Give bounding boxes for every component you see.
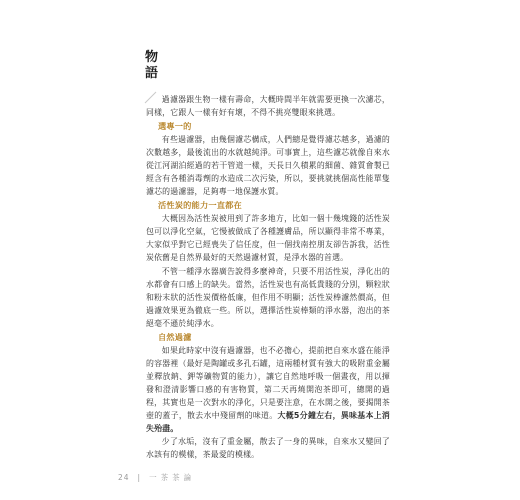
footer-separator: | [137, 473, 142, 482]
section-heading-3: 自然過濾 [158, 331, 192, 342]
section-3-emphasis: 大概5分鐘左右，異味基本上消失殆盡。 [146, 410, 390, 434]
section-1-paragraph: 有些過濾器，由幾個濾芯構成，人們總是覺得濾芯越多，過濾的次數越多，最後流出的水就越純淨。可事實上，這些濾芯就像自來水從江河湖泊經過的若干管道一樣，天長日久積累的細菌、雜質會製已經含有各種消毒劑的水造成二次污染，所以，要挑就挑個高性能單隻濾芯的過濾器，足夠專一地保護水質。 [146, 135, 390, 197]
page-title: 物語 [145, 50, 159, 81]
section-3-paragraph-1-text: 如果此時家中沒有過濾器，也不必擔心，提前把自來水盛在能淨的容器裡（最好是陶罐或多孔石罐，這兩種材質有強大的吸附重金屬並釋放鈉、鉀等礦物質的能力），讓它自然地呼吸一個晝夜，用以揮發和澄清影響口感的有害物質，第二天再燒開泡茶即可，總開的過程，其實也是一次對水的淨化，只是要注意，在水開之後，要揭開茶壺的蓋子，散去水中殘留劑的味道。 [146, 345, 390, 420]
page-footer [118, 472, 195, 483]
section-heading-1: 選專一的 [158, 121, 192, 132]
page-number: 24 [118, 473, 130, 482]
section-heading-2: 活性炭的能力一直都在 [158, 200, 242, 211]
section-2-paragraph-1: 大概因為活性炭被用到了許多地方，比如一個十幾塊錢的活性炭包可以淨化空氣，它慢被做成了各種護膚品，所以顯得非常不專業，大家似乎對它已經喪失了信任度，但一個找南控朋友卻告訴我，活性炭依舊是自然界最好的天然過濾材質，是淨水器的首選。 [146, 214, 390, 263]
article-body [146, 93, 390, 461]
section-3-paragraph-2: 少了水垢，沒有了重金屬，散去了一身的異味，自來水又變回了水該有的模樣，茶最愛的模樣。 [146, 437, 390, 460]
intro-paragraph: 過濾器跟生物一樣有壽命，大概時間半年就需要更換一次濾芯，同樣，它跟人一樣有好有壞，不得不挑亮雙眼來挑選。 [146, 95, 390, 118]
section-2-paragraph-2: 不管一種淨水器廣告說得多麼神奇，只要不用活性炭，淨化出的水都會有口感上的缺失。當然，活性炭也有高低貴賤的分別，顆粒狀和粉末狀的活性炭價格低廉，但作用不明顯；活性炭棒濾然價高，但過濾效果更為徹底一些。所以，選擇活性炭棒類的淨水器，泡出的茶絕毫不遜於純淨水。 [146, 266, 390, 328]
footer-label: 一茶茶論 [149, 473, 196, 482]
section-3-paragraph-1 [146, 344, 390, 435]
